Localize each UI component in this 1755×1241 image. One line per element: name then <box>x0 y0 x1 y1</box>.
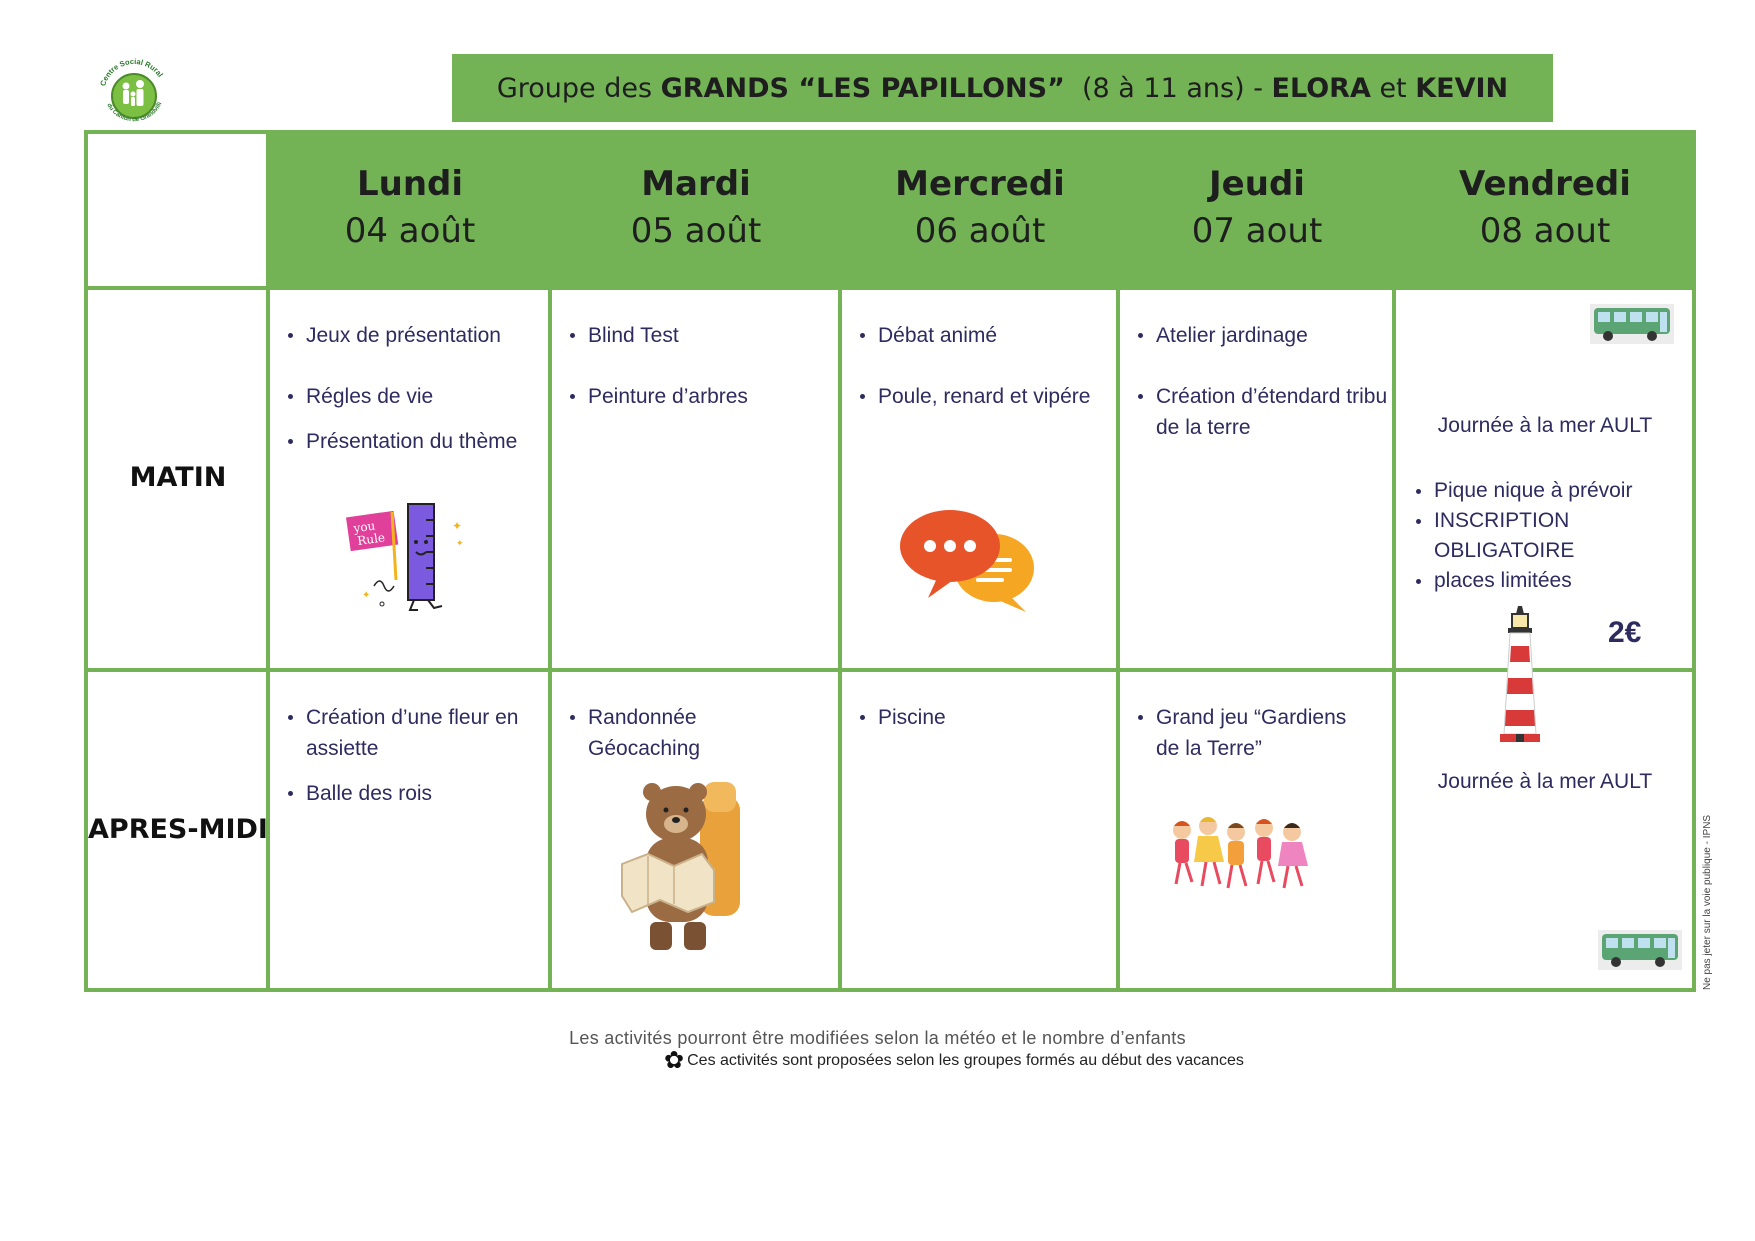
list-item: Grand jeu “Gardiens de la Terre” <box>1136 702 1366 764</box>
title-and: et <box>1370 72 1416 104</box>
page-title <box>452 54 1553 122</box>
title-name2: KEVIN <box>1415 72 1509 104</box>
list-item: Débat animé <box>858 320 1116 351</box>
svg-text:Centre Social Rural: Centre Social Rural <box>98 56 165 88</box>
footer-note-text: Ces activités sont proposées selon les groupes formés au début des vacances <box>687 1052 1244 1069</box>
row-label-matin: MATIN <box>129 462 227 493</box>
day-header-mardi <box>552 162 840 256</box>
day-header-lundi <box>270 162 550 256</box>
cell-jeudi-matin <box>1136 320 1394 443</box>
list-item: places limitées <box>1414 566 1684 596</box>
svg-text:✦: ✦ <box>362 590 371 601</box>
day-date: 08 aout <box>1479 211 1611 251</box>
cell-mercredi-apres-midi <box>858 702 1116 733</box>
side-note: Ne pas jeter sur la voie publique - IPNS <box>1702 814 1713 990</box>
list-item: INSCRIPTION OBLIGATOIRE <box>1414 506 1604 566</box>
list-item: Régles de vie <box>286 381 548 412</box>
bus-icon <box>1588 302 1676 346</box>
cell-vendredi-matin <box>1414 476 1684 596</box>
list-item: Atelier jardinage <box>1136 320 1394 351</box>
day-name: Vendredi <box>1459 164 1631 204</box>
cell-lundi-matin <box>286 320 548 457</box>
footer-note: Les activités pourront être modifiées selon la météo et le nombre d’enfants <box>569 1028 1186 1048</box>
footer-note-secondary <box>664 1047 1244 1074</box>
vendredi-apres-midi-title: Journée à la mer AULT <box>1437 770 1653 793</box>
association-logo-icon <box>90 50 178 138</box>
ruler-you-rule-icon <box>344 500 474 620</box>
day-date: 06 août <box>914 211 1046 251</box>
day-name: Lundi <box>356 164 464 204</box>
grid-line <box>266 134 270 988</box>
list-item: Pique nique à prévoir <box>1414 476 1684 506</box>
day-header-jeudi <box>1120 162 1394 256</box>
lighthouse-icon <box>1496 606 1544 748</box>
day-date: 04 août <box>344 211 476 251</box>
svg-text:✦: ✦ <box>452 519 463 533</box>
bear-hiker-icon <box>618 774 758 954</box>
svg-text:✦: ✦ <box>456 538 464 548</box>
grid-line <box>88 668 1692 672</box>
day-name: Jeudi <box>1209 164 1305 204</box>
day-date: 05 août <box>630 211 762 251</box>
day-date: 07 aout <box>1191 211 1323 251</box>
list-item: Création d’une fleur en assiette <box>286 702 548 764</box>
svg-text:you: you <box>352 518 377 536</box>
vendredi-matin-title: Journée à la mer AULT <box>1437 414 1653 437</box>
title-dash: - <box>1244 72 1272 104</box>
cell-mercredi-matin <box>858 320 1116 412</box>
title-group: GRANDS “LES PAPILLONS” <box>660 72 1065 104</box>
list-item: Peinture d’arbres <box>568 381 838 412</box>
grid-line <box>1116 290 1120 988</box>
title-ages: (8 à 11 ans) <box>1081 72 1245 104</box>
day-name: Mardi <box>641 164 751 204</box>
day-header-mercredi <box>842 162 1118 256</box>
list-item: Randonnée Géocaching <box>568 702 768 764</box>
svg-text:du Canton de Grandvilliers: du Canton de Grandvilli <box>105 101 164 124</box>
svg-text:Rule: Rule <box>356 530 386 549</box>
list-item: Blind Test <box>568 320 838 351</box>
schedule-table <box>84 130 1696 992</box>
title-name1: ELORA <box>1271 72 1371 104</box>
day-header-vendredi <box>1396 162 1694 256</box>
cell-jeudi-apres-midi <box>1136 702 1394 764</box>
list-item: Création d’étendard tribu de la terre <box>1136 381 1394 443</box>
list-item: Jeux de présentation <box>286 320 548 351</box>
flower-icon: ✿ <box>664 1047 685 1074</box>
speech-bubbles-icon <box>898 506 1048 616</box>
bus-icon <box>1596 928 1684 972</box>
list-item: Piscine <box>858 702 1116 733</box>
list-item: Balle des rois <box>286 778 548 809</box>
grid-line <box>548 290 552 988</box>
price-badge: 2€ <box>1608 616 1642 649</box>
cell-mardi-apres-midi <box>568 702 768 764</box>
cell-lundi-apres-midi <box>286 702 548 809</box>
cell-mardi-matin <box>568 320 838 412</box>
list-item: Poule, renard et vipére <box>858 381 1116 412</box>
title-prefix: Groupe des <box>496 72 661 104</box>
grid-line <box>838 290 842 988</box>
kids-dancing-icon <box>1166 814 1316 900</box>
row-label-apres-midi: APRES-MIDI <box>88 814 268 845</box>
list-item: Présentation du thème <box>286 426 548 457</box>
day-name: Mercredi <box>895 164 1065 204</box>
grid-line <box>88 286 1692 290</box>
